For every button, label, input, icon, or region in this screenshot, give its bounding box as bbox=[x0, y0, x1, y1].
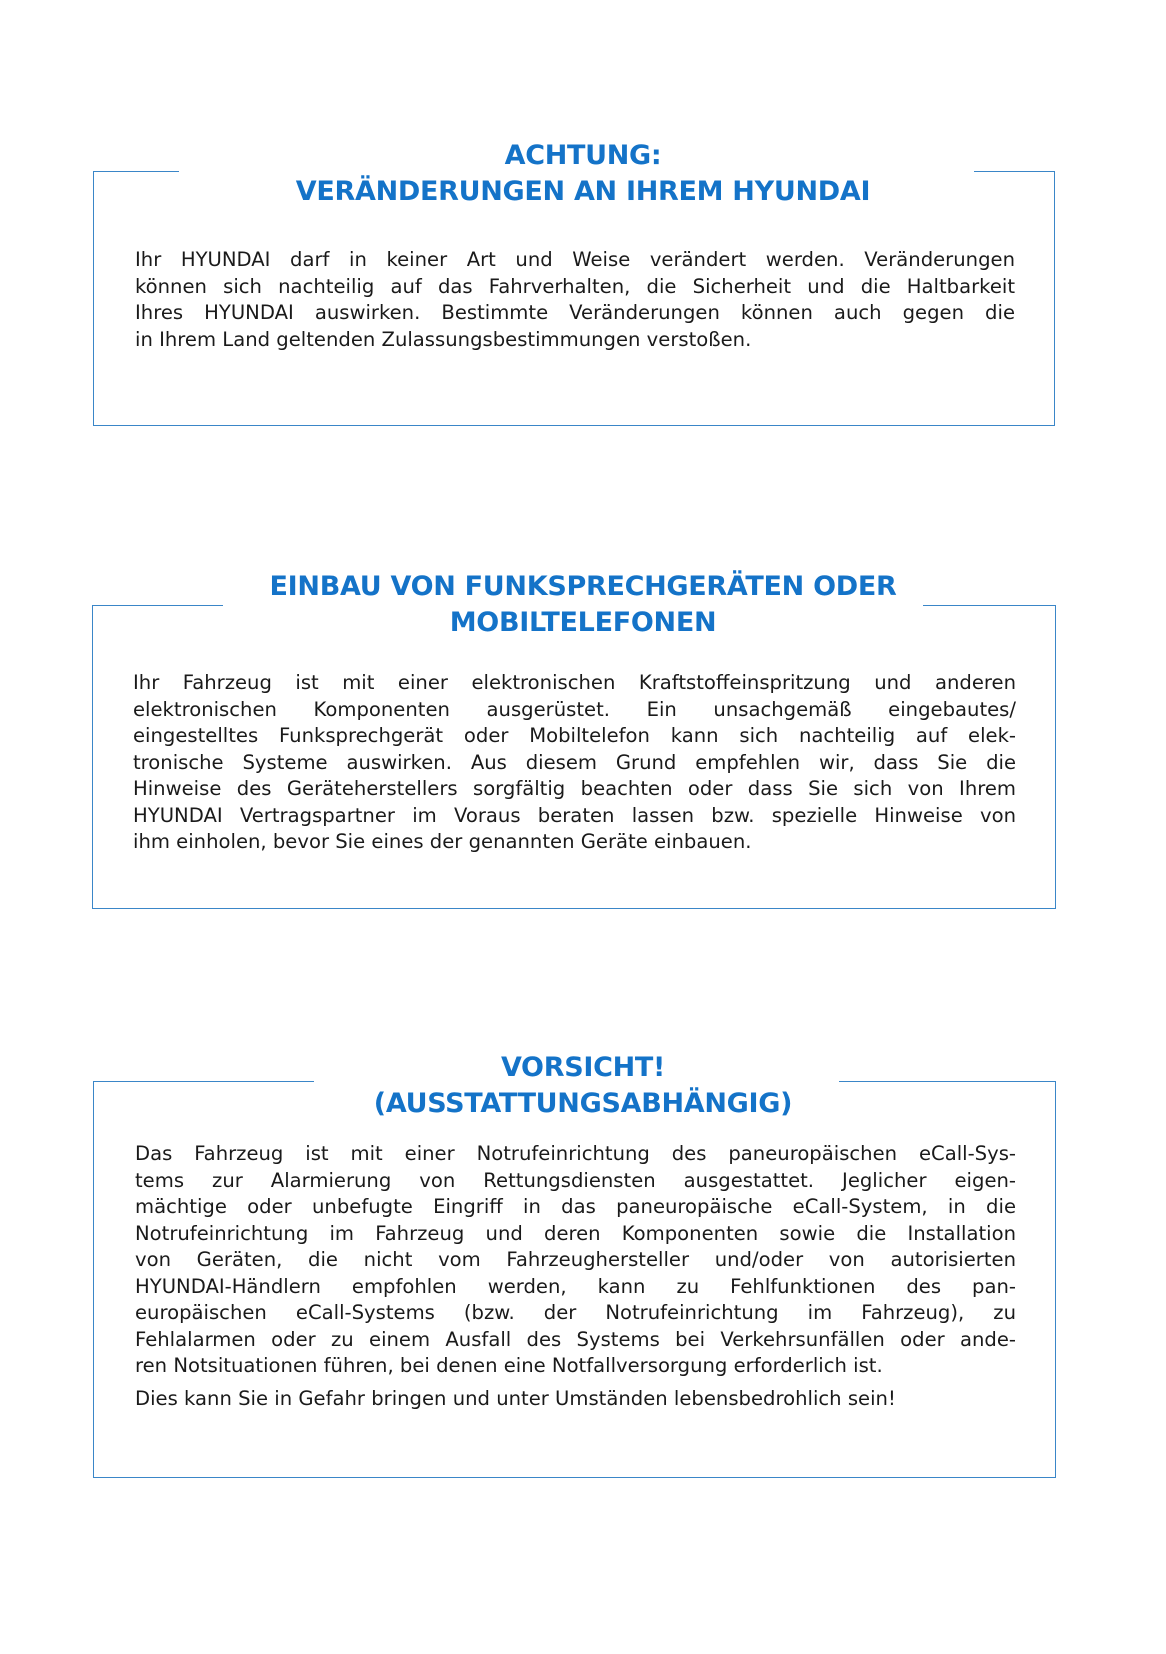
title-line: VORSICHT! bbox=[500, 1052, 666, 1083]
body-warning-line: Dies kann Sie in Gefahr bringen und unter Umständen lebensbedrohlich sein! bbox=[135, 1386, 896, 1410]
body-line: tems zur Alarmierung von Rettungsdiensten ausgestattet. Jeglicher eigen- bbox=[135, 1168, 1016, 1192]
body-line: tronische Systeme auswirken. Aus diesem Grund empfehlen wir, dass Sie die bbox=[133, 750, 1016, 774]
notice-body-modifications bbox=[135, 247, 1015, 353]
title-line: VERÄNDERUNGEN AN IHREM HYUNDAI bbox=[295, 176, 871, 207]
body-line: von Geräten, die nicht vom Fahrzeughersteller und/oder von autorisierten bbox=[135, 1248, 1016, 1271]
body-line: Ihr HYUNDAI darf in keiner Art und Weise verändert werden. Veränderungen bbox=[135, 248, 1015, 271]
body-line: Ihres HYUNDAI auswirken. Bestimmte Veränderungen können auch gegen die bbox=[135, 301, 1015, 324]
notice-body-ecall bbox=[135, 1141, 1016, 1412]
notice-title-radio-install bbox=[0, 569, 1166, 641]
body-line: HYUNDAI Vertragspartner im Voraus beraten lassen bzw. spezielle Hinweise von bbox=[133, 803, 1016, 827]
body-line: in Ihrem Land geltenden Zulassungsbestimmungen verstoßen. bbox=[135, 327, 752, 351]
body-line: eingestelltes Funksprechgerät oder Mobiltelefon kann sich nachteilig auf elek- bbox=[133, 724, 1016, 747]
body-line: Ihr Fahrzeug ist mit einer elektronischen Kraftstoffeinspritzung und anderen bbox=[133, 671, 1016, 694]
body-line: Hinweise des Geräteherstellers sorgfältig beachten oder dass Sie sich von Ihrem bbox=[133, 777, 1016, 800]
body-line: Fehlalarmen oder zu einem Ausfall des Systems bei Verkehrsunfällen oder ande- bbox=[135, 1327, 1016, 1351]
body-line: mächtige oder unbefugte Eingriff in das paneuropäische eCall-System, in die bbox=[135, 1195, 1016, 1218]
title-line: EINBAU VON FUNKSPRECHGERÄTEN ODER bbox=[269, 571, 897, 602]
title-line: (AUSSTATTUNGSABHÄNGIG) bbox=[373, 1088, 793, 1119]
body-line: können sich nachteilig auf das Fahrverhalten, die Sicherheit und die Haltbarkeit bbox=[135, 274, 1015, 298]
body-line: europäischen eCall-Systems (bzw. der Notrufeinrichtung im Fahrzeug), zu bbox=[135, 1301, 1016, 1324]
title-line: ACHTUNG: bbox=[504, 140, 662, 171]
title-line: MOBILTELEFONEN bbox=[449, 607, 717, 638]
body-line: Das Fahrzeug ist mit einer Notrufeinrichtung des paneuropäischen eCall-Sys- bbox=[135, 1142, 1016, 1165]
body-line: elektronischen Komponenten ausgerüstet. Ein unsachgemäß eingebautes/ bbox=[133, 697, 1016, 721]
notice-body-radio-install bbox=[133, 670, 1016, 856]
body-line: ihm einholen, bevor Sie eines der genannten Geräte einbauen. bbox=[133, 830, 752, 853]
body-line: ren Notsituationen führen, bei denen eine Notfallversorgung erforderlich ist. bbox=[135, 1354, 883, 1377]
notice-title-ecall bbox=[0, 1050, 1166, 1122]
body-line: HYUNDAI-Händlern empfohlen werden, kann zu Fehlfunktionen des pan- bbox=[135, 1274, 1016, 1298]
body-line: Notrufeinrichtung im Fahrzeug und deren Komponenten sowie die Installation bbox=[135, 1221, 1016, 1245]
notice-title-modifications bbox=[0, 138, 1166, 210]
